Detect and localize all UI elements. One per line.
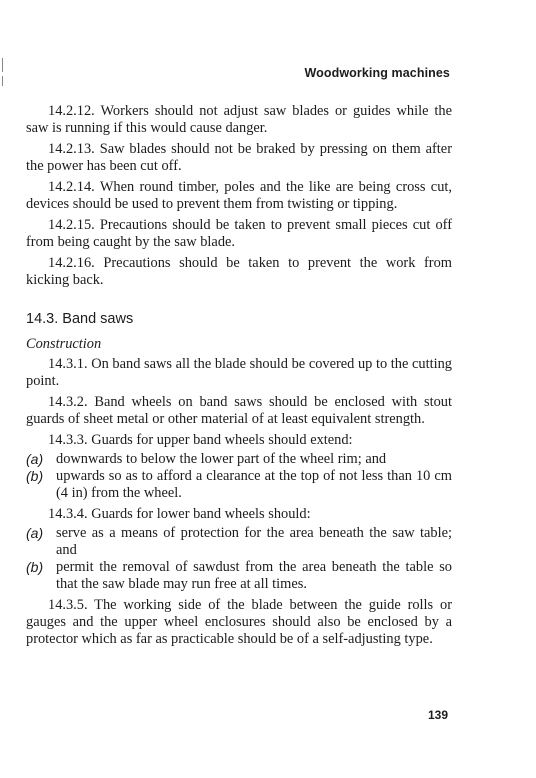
paragraph-number: 14.2.15.	[48, 217, 95, 233]
paragraph-number: 14.3.4.	[48, 506, 88, 522]
list-item	[26, 525, 452, 559]
list-item-text: serve as a means of protection for the area beneath the saw table; and	[56, 525, 452, 558]
paragraph-number: 14.2.14.	[48, 179, 95, 195]
list-item-label: (b)	[26, 468, 44, 484]
paragraph-number: 14.2.12.	[48, 103, 95, 119]
paragraph-14-3-3	[26, 432, 452, 449]
list-14-3-3	[26, 451, 452, 502]
paragraph-number: 14.3.1.	[48, 356, 88, 372]
paragraph-14-2-13	[26, 141, 452, 175]
paragraph-text: The working side of the blade between the guide rolls or gauges and the upper wheel enclosures should also be enclosed by a protector which as far as practicable should be of a self-adjusting type.	[26, 597, 452, 647]
paragraph-text: Guards for lower band wheels should:	[91, 506, 311, 522]
list-item	[26, 559, 452, 593]
list-item	[26, 451, 452, 468]
paragraph-text: Precautions should be taken to prevent small pieces cut off from being caught by the saw blade.	[26, 217, 452, 250]
paragraph-14-2-15	[26, 217, 452, 251]
list-item-label: (a)	[26, 451, 44, 467]
paragraph-14-2-14	[26, 179, 452, 213]
paragraph-14-2-16	[26, 255, 452, 289]
margin-scan-mark	[2, 58, 3, 72]
paragraph-text: Saw blades should not be braked by pressing on them after the power has been cut off.	[26, 141, 452, 174]
paragraph-number: 14.2.16.	[48, 255, 95, 271]
paragraph-number: 14.3.3.	[48, 432, 88, 448]
margin-scan-mark	[2, 76, 3, 86]
paragraph-text: Band wheels on band saws should be enclosed with stout guards of sheet metal or other material of at least equivalent strength.	[26, 394, 452, 427]
subsection-heading: Construction	[26, 336, 102, 352]
paragraph-text: When round timber, poles and the like are being cross cut, devices should be used to prevent them from twisting or tipping.	[26, 179, 452, 212]
page-number: 139	[427, 708, 448, 722]
paragraph-text: Precautions should be taken to prevent the work from kicking back.	[26, 255, 452, 288]
paragraph-14-3-5	[26, 597, 452, 648]
list-item	[26, 468, 452, 502]
paragraph-14-3-4	[26, 506, 452, 523]
list-item-text: upwards so as to afford a clearance at the top of not less than 10 cm (4 in) from the wheel.	[56, 468, 452, 501]
paragraph-text: On band saws all the blade should be covered up to the cutting point.	[26, 356, 452, 389]
paragraph-14-3-2	[26, 394, 452, 428]
paragraph-number: 14.3.5.	[48, 597, 88, 613]
paragraph-14-2-12	[26, 103, 452, 137]
list-item-label: (b)	[26, 559, 44, 575]
paragraph-14-3-1	[26, 356, 452, 390]
paragraph-number: 14.2.13.	[48, 141, 95, 157]
paragraph-number: 14.3.2.	[48, 394, 88, 410]
list-14-3-4	[26, 525, 452, 593]
paragraph-text: Guards for upper band wheels should extend:	[91, 432, 353, 448]
body-text	[26, 103, 452, 652]
list-item-text: permit the removal of sawdust from the area beneath the table so that the saw blade may run free at all times.	[56, 559, 452, 592]
paragraph-text: Workers should not adjust saw blades or guides while the saw is running if this would cause danger.	[26, 103, 453, 136]
section-heading: 14.3. Band saws	[26, 311, 134, 327]
list-item-text: downwards to below the lower part of the wheel rim; and	[56, 451, 387, 467]
running-title: Woodworking machines	[304, 66, 450, 80]
list-item-label: (a)	[26, 525, 44, 541]
